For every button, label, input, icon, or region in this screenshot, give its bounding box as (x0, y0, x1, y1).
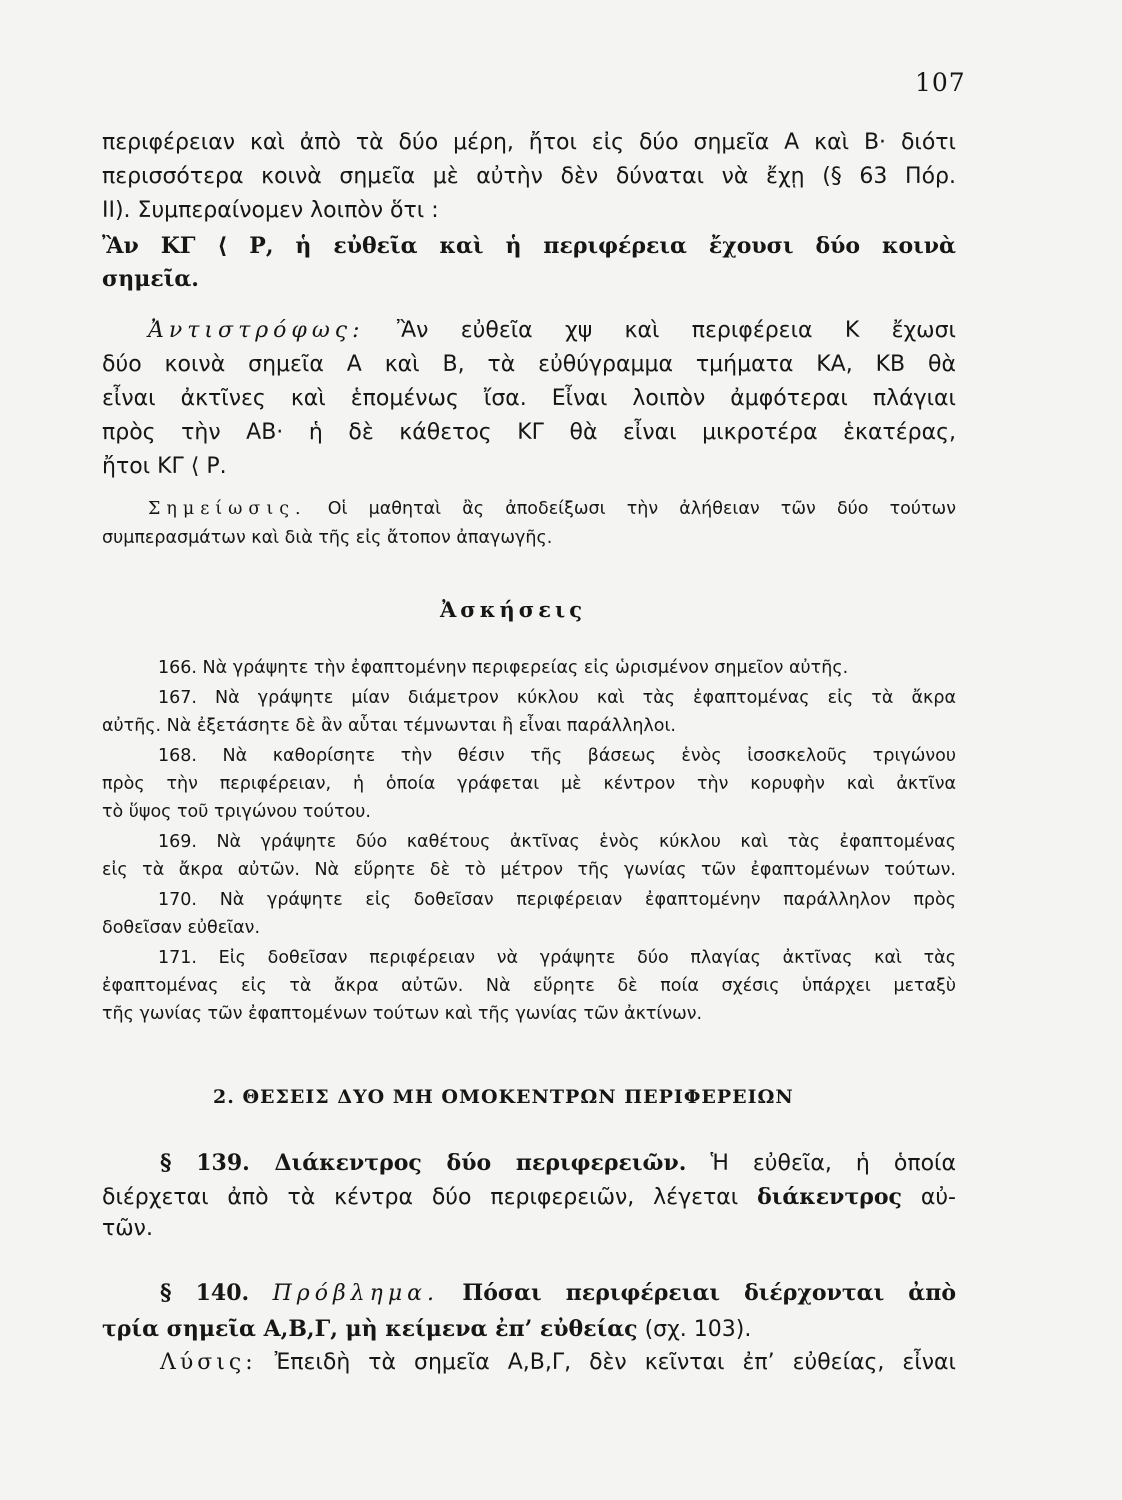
problem-label: Πρόβλημα. (272, 1281, 439, 1306)
bold-conclusion: Ἂν ΚΓ ⟨ Ρ, ἡ εὐθεῖα καὶ ἡ περιφέρεια ἔχουσι δύο κοινὰ (102, 233, 956, 259)
solution-text: Ἐπειδὴ τὰ σημεῖα Α,Β,Γ, δὲν κεῖνται ἐπ’ εὐθείας, εἶναι (274, 1350, 956, 1375)
exercise-166: 166. Νὰ γράψητε τὴν ἐφαπτομένην περιφερείας εἰς ὡρισμένον σημεῖον αὐτῆς. (158, 658, 849, 678)
term-diakentros: διάκεντρος (757, 1184, 902, 1210)
text-line: περιφέρειαν καὶ ἀπὸ τὰ δύο μέρη, ἤτοι εἰς δύο σημεῖα Α καὶ Β· διότι (102, 130, 956, 155)
exercise-171: 171. Εἰς δοθεῖσαν περιφέρειαν νὰ γράψητε δύο πλαγίας ἀκτῖνας καὶ τὰς (158, 948, 956, 968)
s139-head: § 139. Διάκεντρος δύο περιφερειῶν. (160, 1150, 687, 1176)
exercise-line: ἐφαπτομένας εἰς τὰ ἄκρα αὐτῶν. Νὰ εὕρητε δὲ ποία σχέσις ὑπάρχει μεταξὺ (102, 976, 956, 996)
s139-text: Ἡ εὐθεῖα, ἡ ὁποία (710, 1151, 956, 1176)
exercise-line: δοθεῖσαν εὐθεῖαν. (102, 918, 261, 938)
exercise-line: τὸ ὕψος τοῦ τριγώνου τούτου. (102, 802, 371, 822)
s139-line: τῶν. (102, 1216, 153, 1241)
exercise-line: τῆς γωνίας τῶν ἐφαπτομένων τούτων καὶ τῆς γωνίας τῶν ἀκτίνων. (102, 1004, 703, 1024)
s140-head: § 140. (160, 1280, 250, 1306)
converse-label: Ἀντιστρόφως: (148, 318, 365, 343)
exercise-170: 170. Νὰ γράψητε εἰς δοθεῖσαν περιφέρειαν ἐφαπτομένην παράλληλον πρὸς (158, 890, 956, 910)
exercise-line: εἰς τὰ ἄκρα αὐτῶν. Νὰ εὕρητε δὲ τὸ μέτρον τῆς γωνίας τῶν ἐφαπτομένων τούτων. (102, 860, 956, 880)
exercise-168: 168. Νὰ καθορίσητε τὴν θέσιν τῆς βάσεως ἑνὸς ἰσοσκελοῦς τριγώνου (158, 746, 956, 766)
text-line: ἤτοι ΚΓ ⟨ Ρ. (102, 454, 227, 479)
text-line: πρὸς τὴν ΑΒ· ἡ δὲ κάθετος ΚΓ θὰ εἶναι μικροτέρα ἑκατέρας, (102, 420, 956, 445)
exercise-169: 169. Νὰ γράψητε δύο καθέτους ἀκτῖνας ἑνὸς κύκλου καὶ τὰς ἐφαπτομένας (158, 832, 956, 852)
exercise-line: αὐτῆς. Νὰ ἐξετάσητε δὲ ἂν αὗται τέμνωνται ἢ εἶναι παράλληλοι. (102, 716, 676, 736)
solution-label: Λύσις: (160, 1350, 257, 1375)
exercises-heading: Ἀσκήσεις (440, 597, 586, 622)
exercise-167: 167. Νὰ γράψητε μίαν διάμετρον κύκλου καὶ τὰς ἐφαπτομένας εἰς τὰ ἄκρα (158, 688, 956, 708)
s139-line (102, 1184, 956, 1210)
section-title: 2. ΘΕΣΕΙΣ ΔΥΟ ΜΗ ΟΜΟΚΕΝΤΡΩΝ ΠΕΡΙΦΕΡΕΙΩΝ (213, 1086, 794, 1108)
s139-text: διέρχεται ἀπὸ τὰ κέντρα δύο περιφερειῶν, λέγεται (102, 1185, 739, 1210)
s140-question: τρία σημεῖα Α,Β,Γ, μὴ κείμενα ἐπ’ εὐθείας (102, 1316, 638, 1342)
converse-text: Ἂν εὐθεῖα χψ καὶ περιφέρεια Κ ἔχωσι (396, 318, 956, 343)
s139-text: αὐ- (920, 1185, 956, 1210)
figure-ref: (σχ. 103). (644, 1317, 752, 1342)
note-text: Οἱ μαθηταὶ ἂς ἀποδείξωσι τὴν ἀλήθειαν τῶν δύο τούτων (327, 499, 956, 519)
page-number: 107 (915, 68, 966, 97)
bold-conclusion: σημεῖα. (102, 266, 199, 292)
s139-line (160, 1150, 956, 1176)
text-line: δύο κοινὰ σημεῖα Α καὶ Β, τὰ εὐθύγραμμα τμήματα ΚΑ, ΚΒ θὰ (102, 352, 956, 377)
note-label: Σημείωσις. (148, 499, 307, 519)
s140-question: Πόσαι περιφέρειαι διέρχονται ἀπὸ (462, 1280, 957, 1306)
text-line: ΙΙ). Συμπεραίνομεν λοιπὸν ὅτι : (102, 198, 439, 223)
note-line: συμπερασμάτων καὶ διὰ τῆς εἰς ἄτοπον ἀπαγωγῆς. (102, 528, 553, 548)
s140-line (160, 1350, 956, 1375)
exercise-line: πρὸς τὴν περιφέρειαν, ἡ ὁποία γράφεται μὲ κέντρον τὴν κορυφὴν καὶ ἀκτῖνα (102, 774, 956, 794)
text-line (148, 318, 956, 343)
text-line: εἶναι ἀκτῖνες καὶ ἑπομένως ἴσα. Εἶναι λοιπὸν ἀμφότεραι πλάγιαι (102, 386, 956, 411)
s140-line (102, 1316, 956, 1342)
s140-line (160, 1280, 956, 1306)
note-line (148, 499, 956, 519)
text-line: περισσότερα κοινὰ σημεῖα μὲ αὐτὴν δὲν δύναται νὰ ἔχῃ (§ 63 Πόρ. (102, 164, 956, 189)
